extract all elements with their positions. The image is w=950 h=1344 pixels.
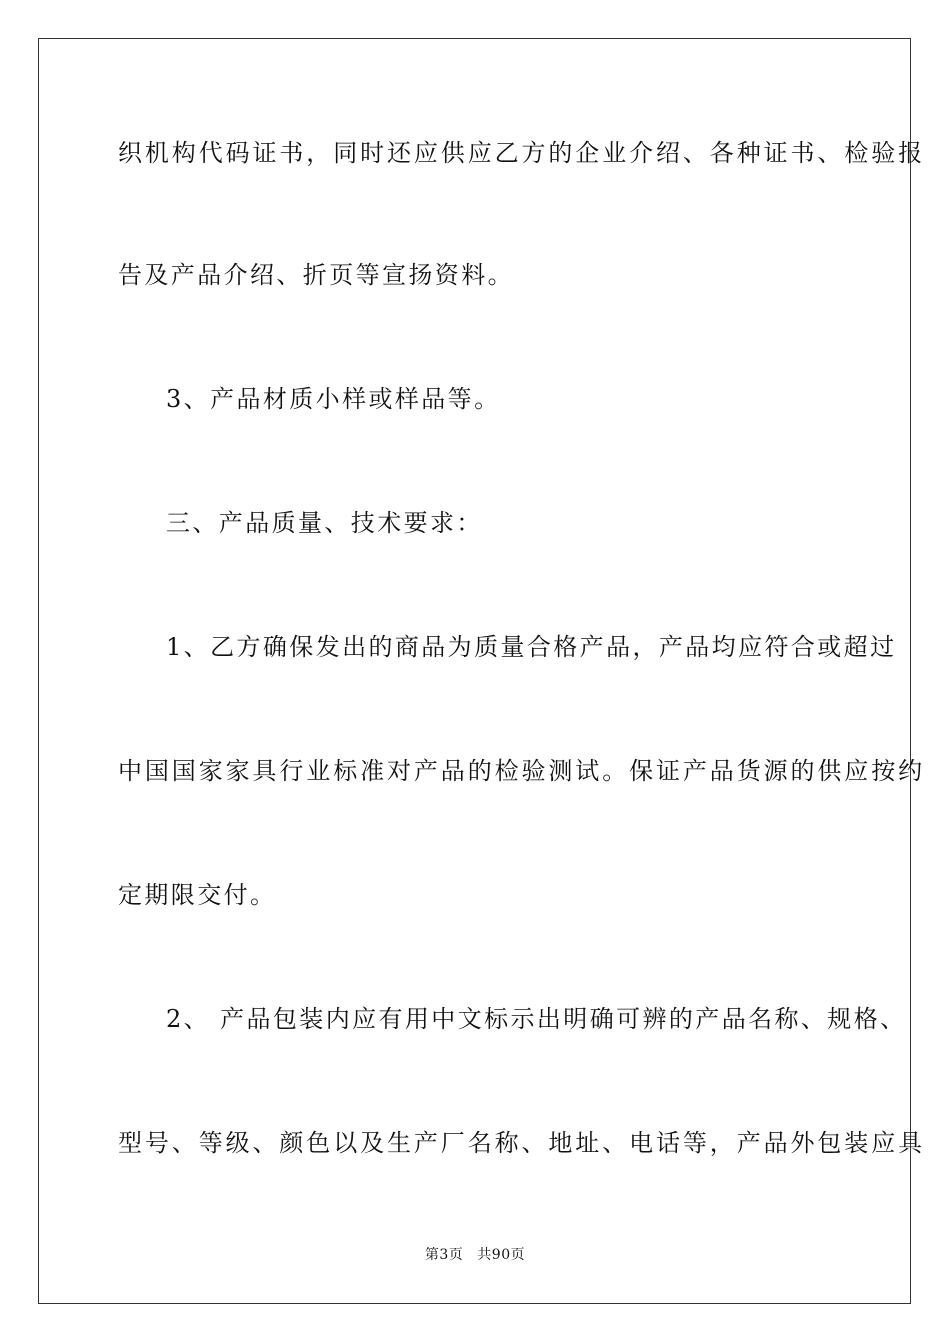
page-frame (38, 38, 925, 1304)
current-page-number: 第3页 (424, 1247, 464, 1263)
body-text-line-6: 中国国家家具行业标准对产品的检验测试。保证产品货源的供应按约 (118, 757, 925, 785)
body-text-line-1: 织机构代码证书，同时还应供应乙方的企业介绍、各种证书、检验报 (118, 139, 925, 167)
list-item-1-quality: 1、乙方确保发出的商品为质量合格产品，产品均应符合或超过 (166, 633, 897, 661)
list-item-2-packaging: 2、 产品包装内应有用中文标示出明确可辨的产品名称、规格、 (166, 1005, 907, 1033)
page-footer (0, 1246, 950, 1264)
total-page-count: 共90页 (477, 1247, 526, 1263)
body-text-line-9: 型号、等级、颜色以及生产厂名称、地址、电话等，产品外包装应具 (118, 1129, 925, 1157)
list-item-3-sample: 3、产品材质小样或样品等。 (166, 385, 501, 413)
section-heading-quality: 三、产品质量、技术要求： (166, 509, 483, 537)
body-text-line-7: 定期限交付。 (118, 881, 277, 909)
body-text-line-2: 告及产品介绍、折页等宣扬资料。 (118, 261, 514, 289)
